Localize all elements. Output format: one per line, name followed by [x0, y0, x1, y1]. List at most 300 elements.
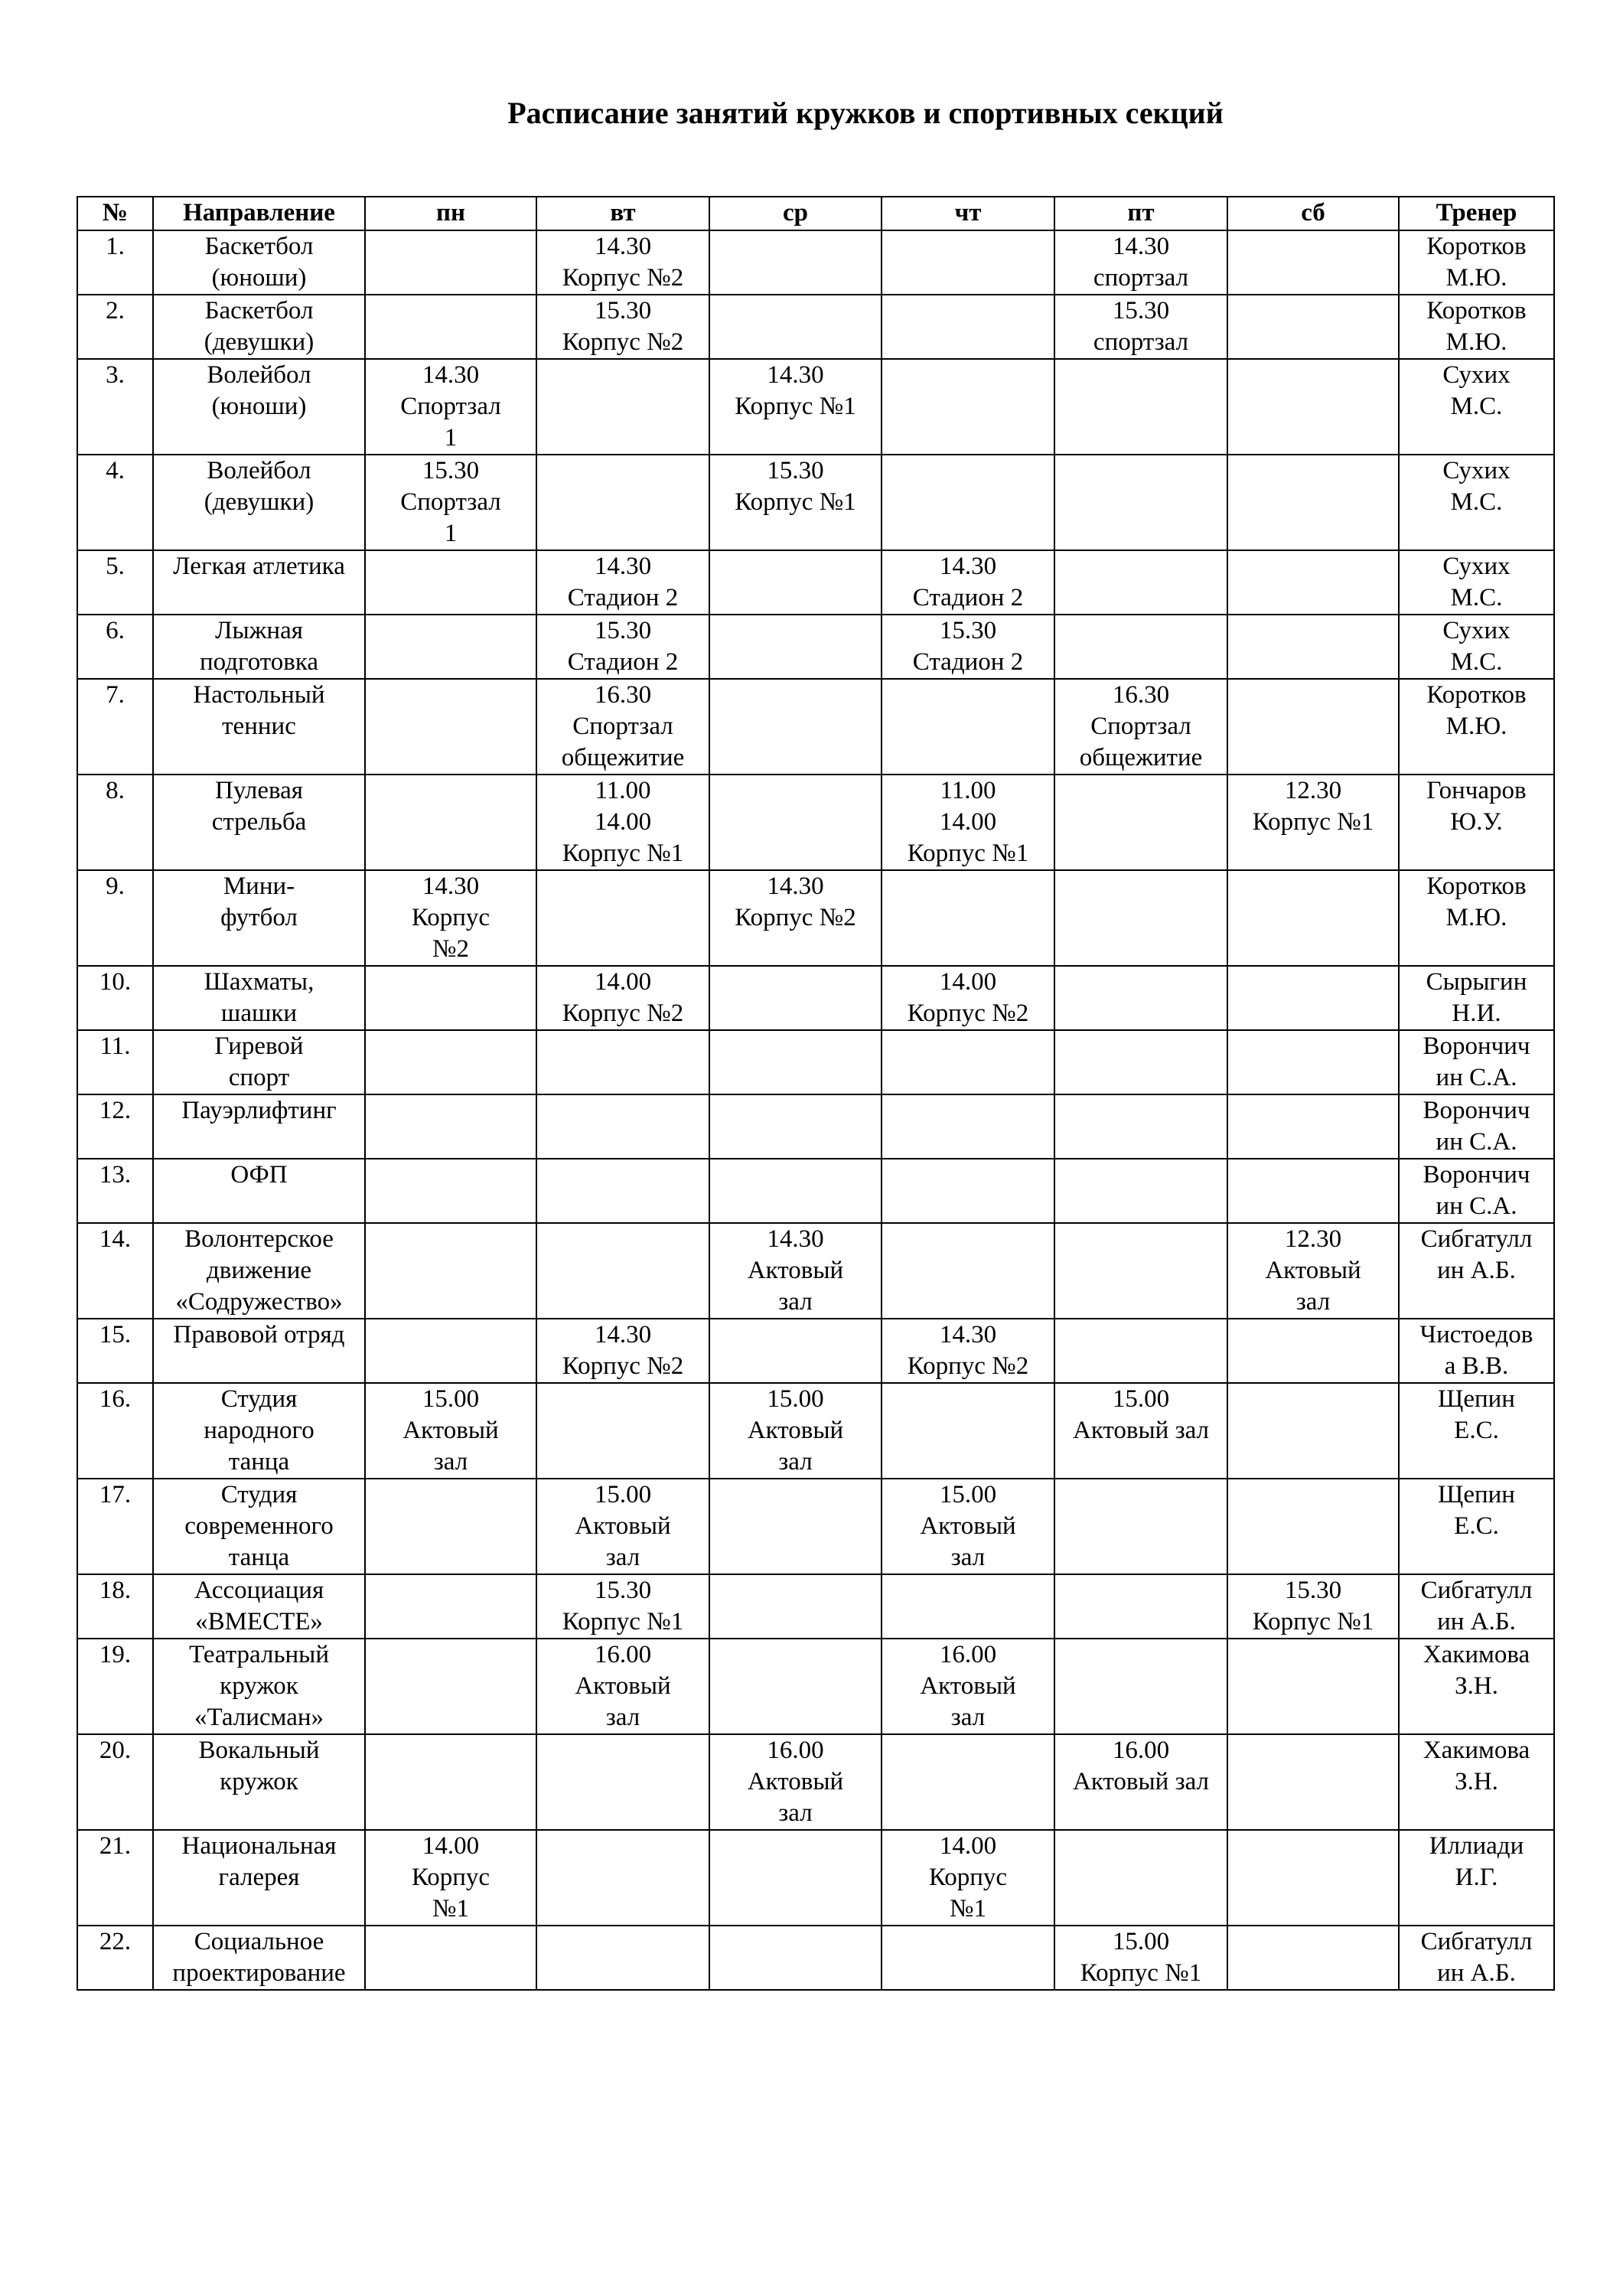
cell-coach-text: Ворончич ин С.А.: [1423, 1097, 1530, 1156]
cell-saturday: [1227, 1223, 1399, 1319]
cell-saturday: [1227, 550, 1399, 615]
cell-number-text: 12.: [99, 1097, 132, 1124]
cell-coach: [1399, 966, 1554, 1030]
cell-direction-text: Волейбол (юноши): [207, 361, 311, 420]
cell-monday-text: 15.30 Спортзал 1: [400, 457, 501, 547]
cell-monday: [365, 679, 536, 775]
cell-thursday: [882, 455, 1054, 550]
cell-number-text: 17.: [99, 1481, 132, 1508]
cell-number: [77, 1030, 153, 1094]
cell-thursday: [882, 1159, 1054, 1223]
cell-tuesday: [536, 1159, 709, 1223]
cell-saturday: [1227, 1830, 1399, 1926]
cell-coach: [1399, 1830, 1554, 1926]
cell-direction: [153, 1734, 365, 1830]
cell-direction-text: Театральный кружок «Талисман»: [188, 1641, 329, 1731]
cell-direction: [153, 455, 365, 550]
cell-tuesday: [536, 359, 709, 455]
cell-tuesday: [536, 1639, 709, 1734]
cell-direction-text: Пулевая стрельба: [211, 777, 307, 836]
cell-number: [77, 1479, 153, 1574]
cell-direction: [153, 1574, 365, 1639]
cell-monday: [365, 1734, 536, 1830]
table-header-row: [77, 197, 1554, 230]
cell-number: [77, 775, 153, 870]
table-row: [77, 1574, 1554, 1639]
cell-thursday: [882, 1383, 1054, 1479]
cell-number-text: 13.: [99, 1161, 132, 1189]
cell-number: [77, 1926, 153, 1990]
cell-saturday: [1227, 359, 1399, 455]
cell-direction: [153, 1223, 365, 1319]
cell-wednesday: [709, 295, 882, 359]
cell-tuesday: [536, 455, 709, 550]
table-row: [77, 1319, 1554, 1383]
table-row: [77, 1030, 1554, 1094]
cell-friday: [1054, 1574, 1227, 1639]
cell-coach: [1399, 1383, 1554, 1479]
cell-direction-text: Вокальный кружок: [198, 1737, 320, 1795]
cell-saturday: [1227, 1574, 1399, 1639]
cell-thursday-text: 14.00 Корпус №1: [928, 1832, 1008, 1923]
cell-wednesday: [709, 1319, 882, 1383]
cell-tuesday: [536, 550, 709, 615]
cell-saturday: [1227, 1479, 1399, 1574]
cell-wednesday: [709, 455, 882, 550]
cell-monday: [365, 1383, 536, 1479]
cell-monday-text: 14.30 Спортзал 1: [400, 361, 501, 452]
cell-monday: [365, 1223, 536, 1319]
cell-tuesday: [536, 1094, 709, 1159]
cell-wednesday: [709, 679, 882, 775]
cell-friday: [1054, 615, 1227, 679]
cell-monday: [365, 870, 536, 966]
cell-direction-text: ОФП: [230, 1161, 288, 1189]
cell-monday: [365, 295, 536, 359]
column-header-direction: Направление: [153, 197, 365, 230]
cell-number: [77, 1223, 153, 1319]
cell-coach: [1399, 1734, 1554, 1830]
cell-number-text: 14.: [99, 1225, 132, 1253]
cell-wednesday-text: 14.30 Актовый зал: [747, 1225, 844, 1316]
table-row: [77, 679, 1554, 775]
cell-tuesday-text: 14.30 Корпус №2: [562, 1321, 684, 1380]
cell-wednesday: [709, 775, 882, 870]
cell-coach-text: Хакимова З.Н.: [1423, 1737, 1530, 1795]
cell-coach-text: Коротков М.Ю.: [1426, 872, 1527, 931]
cell-coach-text: Иллиади И.Г.: [1429, 1832, 1524, 1891]
cell-number: [77, 359, 153, 455]
cell-coach: [1399, 775, 1554, 870]
cell-direction-text: Студия современного танца: [184, 1481, 334, 1571]
cell-wednesday: [709, 870, 882, 966]
cell-tuesday: [536, 966, 709, 1030]
cell-tuesday: [536, 1319, 709, 1383]
cell-number: [77, 679, 153, 775]
cell-friday-text: 15.00 Актовый зал: [1072, 1385, 1210, 1444]
cell-monday: [365, 359, 536, 455]
cell-tuesday: [536, 615, 709, 679]
cell-number-text: 19.: [99, 1641, 132, 1668]
cell-number-text: 16.: [99, 1385, 132, 1413]
cell-monday: [365, 1574, 536, 1639]
cell-direction-text: Ассоциация «ВМЕСТЕ»: [194, 1577, 324, 1636]
cell-number-text: 5.: [106, 553, 125, 580]
cell-number-text: 22.: [99, 1928, 132, 1955]
cell-wednesday: [709, 230, 882, 295]
cell-thursday: [882, 230, 1054, 295]
cell-wednesday: [709, 615, 882, 679]
cell-saturday-text: 12.30 Актовый зал: [1265, 1225, 1361, 1316]
cell-coach-text: Коротков М.Ю.: [1426, 681, 1527, 740]
cell-coach-text: Сухих М.С.: [1442, 617, 1511, 676]
cell-monday: [365, 230, 536, 295]
cell-tuesday: [536, 1383, 709, 1479]
cell-tuesday-text: 14.00 Корпус №2: [562, 968, 684, 1027]
cell-coach: [1399, 359, 1554, 455]
cell-direction: [153, 775, 365, 870]
column-header-coach: Тренер: [1399, 197, 1554, 230]
cell-number-text: 2.: [106, 297, 125, 325]
cell-friday: [1054, 775, 1227, 870]
cell-wednesday-text: 15.00 Актовый зал: [747, 1385, 844, 1476]
cell-tuesday-text: 14.30 Корпус №2: [562, 233, 684, 292]
cell-number: [77, 1830, 153, 1926]
cell-tuesday: [536, 1926, 709, 1990]
cell-thursday-text: 11.00 14.00 Корпус №1: [907, 777, 1029, 867]
cell-tuesday-text: 11.00 14.00 Корпус №1: [562, 777, 684, 867]
cell-wednesday: [709, 1830, 882, 1926]
cell-monday: [365, 1094, 536, 1159]
cell-number: [77, 870, 153, 966]
cell-friday: [1054, 1094, 1227, 1159]
column-header-wednesday: ср: [709, 197, 882, 230]
cell-saturday: [1227, 775, 1399, 870]
cell-coach-text: Гончаров Ю.У.: [1426, 777, 1527, 836]
cell-monday: [365, 775, 536, 870]
cell-friday: [1054, 1479, 1227, 1574]
cell-monday: [365, 1159, 536, 1223]
table-row: [77, 1223, 1554, 1319]
cell-direction-text: Лыжная подготовка: [199, 617, 319, 676]
column-header-thursday: чт: [882, 197, 1054, 230]
table-row: [77, 1383, 1554, 1479]
cell-coach: [1399, 870, 1554, 966]
cell-number: [77, 550, 153, 615]
cell-number: [77, 295, 153, 359]
cell-coach-text: Сухих М.С.: [1442, 361, 1511, 420]
table-row: [77, 1830, 1554, 1926]
cell-monday-text: 15.00 Актовый зал: [402, 1385, 499, 1476]
cell-saturday: [1227, 295, 1399, 359]
cell-tuesday: [536, 679, 709, 775]
cell-coach: [1399, 1094, 1554, 1159]
cell-number: [77, 966, 153, 1030]
cell-saturday: [1227, 966, 1399, 1030]
table-row: [77, 1159, 1554, 1223]
cell-number-text: 11.: [99, 1032, 131, 1060]
cell-monday: [365, 1639, 536, 1734]
cell-coach: [1399, 550, 1554, 615]
cell-direction-text: Настольный теннис: [193, 681, 325, 740]
table-row: [77, 1479, 1554, 1574]
table-row: [77, 775, 1554, 870]
cell-wednesday-text: 16.00 Актовый зал: [747, 1737, 844, 1827]
cell-number-text: 1.: [106, 233, 125, 260]
cell-coach-text: Сухих М.С.: [1442, 457, 1511, 516]
table-row: [77, 550, 1554, 615]
cell-saturday: [1227, 1926, 1399, 1990]
cell-thursday: [882, 295, 1054, 359]
cell-direction: [153, 1094, 365, 1159]
cell-saturday: [1227, 615, 1399, 679]
cell-wednesday: [709, 1734, 882, 1830]
cell-thursday-text: 14.00 Корпус №2: [907, 968, 1029, 1027]
cell-friday: [1054, 870, 1227, 966]
cell-number-text: 18.: [99, 1577, 132, 1604]
cell-number-text: 6.: [106, 617, 125, 644]
cell-coach: [1399, 1574, 1554, 1639]
cell-coach: [1399, 1319, 1554, 1383]
cell-tuesday: [536, 230, 709, 295]
column-header-monday: пн: [365, 197, 536, 230]
cell-coach-text: Чистоедов а В.В.: [1419, 1321, 1533, 1380]
cell-friday: [1054, 550, 1227, 615]
cell-direction-text: Гиревой спорт: [214, 1032, 304, 1091]
cell-direction: [153, 295, 365, 359]
cell-direction: [153, 1030, 365, 1094]
cell-tuesday-text: 16.30 Спортзал общежитие: [561, 681, 685, 771]
cell-direction: [153, 1319, 365, 1383]
cell-thursday: [882, 359, 1054, 455]
cell-monday: [365, 966, 536, 1030]
cell-direction: [153, 1159, 365, 1223]
cell-direction-text: Социальное проектирование: [172, 1928, 346, 1987]
cell-wednesday: [709, 1383, 882, 1479]
cell-coach-text: Щепин Е.С.: [1438, 1385, 1515, 1444]
cell-coach-text: Сырыгин Н.И.: [1426, 968, 1527, 1027]
cell-direction-text: Баскетбол (юноши): [204, 233, 314, 292]
cell-tuesday-text: 14.30 Стадион 2: [567, 553, 679, 612]
cell-wednesday: [709, 1926, 882, 1990]
cell-monday: [365, 1830, 536, 1926]
table-row: [77, 455, 1554, 550]
column-header-tuesday: вт: [536, 197, 709, 230]
cell-thursday: [882, 1639, 1054, 1734]
cell-friday: [1054, 1223, 1227, 1319]
cell-coach-text: Коротков М.Ю.: [1426, 233, 1527, 292]
cell-saturday: [1227, 1383, 1399, 1479]
cell-saturday: [1227, 1159, 1399, 1223]
cell-thursday: [882, 1734, 1054, 1830]
cell-saturday: [1227, 870, 1399, 966]
cell-thursday: [882, 870, 1054, 966]
cell-thursday-text: 15.00 Актовый зал: [920, 1481, 1016, 1571]
cell-thursday: [882, 550, 1054, 615]
cell-number: [77, 1319, 153, 1383]
cell-direction: [153, 615, 365, 679]
cell-number-text: 8.: [106, 777, 125, 804]
cell-number: [77, 1094, 153, 1159]
cell-wednesday: [709, 359, 882, 455]
cell-saturday-text: 12.30 Корпус №1: [1252, 777, 1374, 836]
cell-friday: [1054, 1319, 1227, 1383]
cell-direction-text: Мини- футбол: [220, 872, 298, 931]
cell-thursday: [882, 1030, 1054, 1094]
cell-monday: [365, 550, 536, 615]
cell-tuesday: [536, 1734, 709, 1830]
cell-monday: [365, 1926, 536, 1990]
cell-wednesday: [709, 966, 882, 1030]
cell-direction-text: Волейбол (девушки): [204, 457, 314, 516]
cell-coach-text: Сухих М.С.: [1442, 553, 1511, 612]
cell-number: [77, 455, 153, 550]
cell-wednesday: [709, 1639, 882, 1734]
cell-thursday: [882, 1319, 1054, 1383]
column-header-friday: пт: [1054, 197, 1227, 230]
cell-monday: [365, 615, 536, 679]
cell-thursday: [882, 1830, 1054, 1926]
cell-coach-text: Щепин Е.С.: [1438, 1481, 1515, 1540]
cell-wednesday: [709, 1574, 882, 1639]
cell-coach: [1399, 1223, 1554, 1319]
cell-direction: [153, 230, 365, 295]
cell-coach: [1399, 1479, 1554, 1574]
cell-saturday: [1227, 230, 1399, 295]
cell-coach-text: Сибгатулл ин А.Б.: [1420, 1225, 1533, 1284]
cell-direction: [153, 870, 365, 966]
table-row: [77, 1926, 1554, 1990]
cell-friday: [1054, 1030, 1227, 1094]
cell-tuesday: [536, 775, 709, 870]
cell-friday: [1054, 359, 1227, 455]
cell-coach: [1399, 455, 1554, 550]
cell-wednesday: [709, 1159, 882, 1223]
cell-saturday-text: 15.30 Корпус №1: [1252, 1577, 1374, 1636]
cell-saturday: [1227, 679, 1399, 775]
cell-coach-text: Коротков М.Ю.: [1426, 297, 1527, 356]
cell-number-text: 3.: [106, 361, 125, 389]
cell-coach: [1399, 295, 1554, 359]
cell-wednesday: [709, 1094, 882, 1159]
cell-coach: [1399, 615, 1554, 679]
page-title: Расписание занятий кружков и спортивных секций: [507, 96, 1224, 130]
cell-saturday: [1227, 1734, 1399, 1830]
cell-friday-text: 16.30 Спортзал общежитие: [1079, 681, 1203, 771]
cell-coach: [1399, 679, 1554, 775]
cell-direction-text: Пауэрлифтинг: [181, 1097, 337, 1124]
cell-saturday: [1227, 1094, 1399, 1159]
table-row: [77, 230, 1554, 295]
cell-thursday-text: 14.30 Стадион 2: [912, 553, 1024, 612]
cell-direction-text: Волонтерское движение «Содружество»: [175, 1225, 343, 1316]
cell-coach-text: Хакимова З.Н.: [1423, 1641, 1530, 1700]
cell-friday: [1054, 1926, 1227, 1990]
table-row: [77, 1734, 1554, 1830]
cell-coach-text: Сибгатулл ин А.Б.: [1420, 1577, 1533, 1636]
cell-direction: [153, 550, 365, 615]
cell-wednesday: [709, 550, 882, 615]
cell-direction: [153, 1639, 365, 1734]
cell-monday: [365, 1319, 536, 1383]
cell-coach: [1399, 230, 1554, 295]
cell-number: [77, 1734, 153, 1830]
cell-thursday: [882, 966, 1054, 1030]
cell-monday-text: 14.30 Корпус №2: [411, 872, 490, 963]
cell-direction-text: Национальная галерея: [181, 1832, 337, 1891]
cell-direction: [153, 679, 365, 775]
cell-number: [77, 1159, 153, 1223]
cell-monday-text: 14.00 Корпус №1: [411, 1832, 490, 1923]
cell-coach: [1399, 1159, 1554, 1223]
cell-wednesday: [709, 1479, 882, 1574]
cell-thursday-text: 14.30 Корпус №2: [907, 1321, 1029, 1380]
cell-thursday: [882, 615, 1054, 679]
cell-saturday: [1227, 1319, 1399, 1383]
cell-thursday-text: 15.30 Стадион 2: [912, 617, 1024, 676]
cell-monday: [365, 1030, 536, 1094]
cell-friday-text: 16.00 Актовый зал: [1072, 1737, 1210, 1795]
cell-saturday: [1227, 1030, 1399, 1094]
cell-friday: [1054, 455, 1227, 550]
cell-direction: [153, 966, 365, 1030]
cell-tuesday-text: 15.30 Корпус №1: [562, 1577, 684, 1636]
cell-tuesday: [536, 1030, 709, 1094]
cell-number: [77, 230, 153, 295]
cell-direction-text: Легкая атлетика: [173, 553, 345, 580]
cell-coach: [1399, 1030, 1554, 1094]
cell-coach-text: Сибгатулл ин А.Б.: [1420, 1928, 1533, 1987]
cell-friday: [1054, 966, 1227, 1030]
cell-direction: [153, 1926, 365, 1990]
cell-number-text: 7.: [106, 681, 125, 709]
cell-coach: [1399, 1639, 1554, 1734]
cell-thursday: [882, 1094, 1054, 1159]
cell-direction-text: Баскетбол (девушки): [204, 297, 314, 356]
cell-saturday: [1227, 455, 1399, 550]
table-row: [77, 1639, 1554, 1734]
cell-number-text: 15.: [99, 1321, 132, 1349]
cell-direction-text: Правовой отряд: [173, 1321, 345, 1349]
table-row: [77, 966, 1554, 1030]
table-row: [77, 295, 1554, 359]
cell-number: [77, 1383, 153, 1479]
cell-thursday: [882, 1223, 1054, 1319]
table-row: [77, 615, 1554, 679]
cell-number-text: 21.: [99, 1832, 132, 1860]
cell-wednesday-text: 14.30 Корпус №1: [735, 361, 856, 420]
cell-friday-text: 15.30 спортзал: [1093, 297, 1189, 356]
cell-thursday: [882, 1574, 1054, 1639]
cell-thursday: [882, 1479, 1054, 1574]
cell-number: [77, 1574, 153, 1639]
column-header-number: №: [77, 197, 153, 230]
cell-friday-text: 15.00 Корпус №1: [1080, 1928, 1202, 1987]
table-row: [77, 870, 1554, 966]
cell-friday: [1054, 295, 1227, 359]
cell-coach: [1399, 1926, 1554, 1990]
cell-friday: [1054, 1639, 1227, 1734]
cell-tuesday-text: 15.00 Актовый зал: [575, 1481, 671, 1571]
cell-wednesday: [709, 1223, 882, 1319]
cell-tuesday-text: 16.00 Актовый зал: [575, 1641, 671, 1731]
cell-wednesday-text: 14.30 Корпус №2: [735, 872, 856, 931]
cell-monday: [365, 455, 536, 550]
cell-direction-text: Студия народного танца: [204, 1385, 314, 1476]
cell-direction: [153, 1479, 365, 1574]
cell-tuesday-text: 15.30 Корпус №2: [562, 297, 684, 356]
cell-number-text: 10.: [99, 968, 132, 996]
